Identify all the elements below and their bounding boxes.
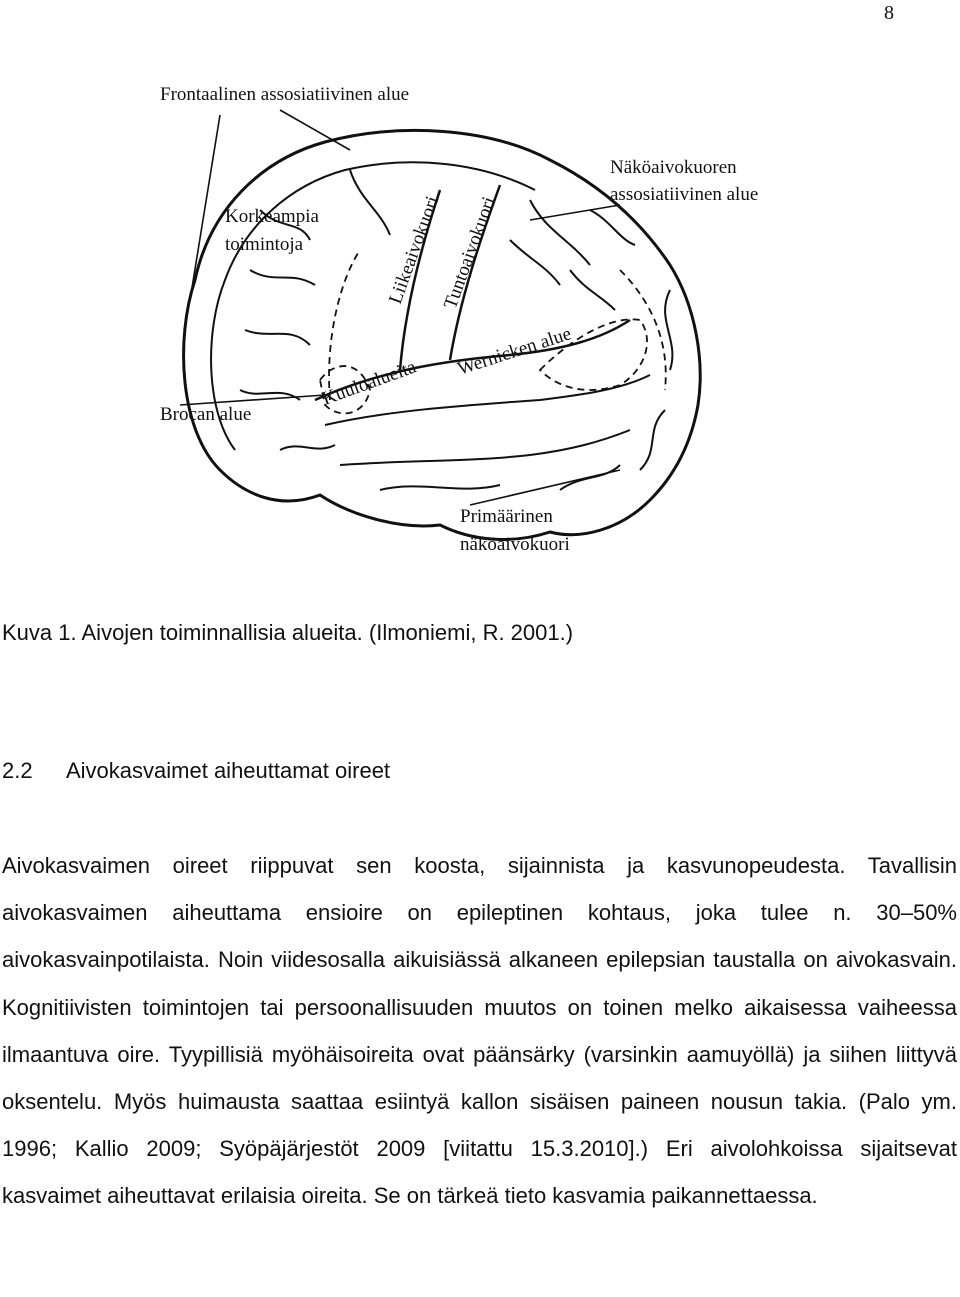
label-wernicke: Wernicken alue bbox=[455, 323, 574, 380]
label-higher-functions-1: Korkeampia bbox=[225, 206, 319, 227]
body-paragraph: Aivokasvaimen oireet riippuvat sen koosta, sijainnista ja kasvunopeudesta. Tavallisin aivokasvaimen aiheuttama ensioire on epileptinen kohtaus, joka tulee n. 30–50% aivokasvainpotilaista. Noin viidesosalla aikuisiässä alkaneen epilepsian taustalla on aivokasvain. Kognitiivisten toimintojen tai persoonallisuuden muutos on toinen melko aikaisessa vaiheessa ilmaantuva oire. Tyypillisiä myöhäisoireita ovat päänsärky (varsinkin aamuyöllä) ja siihen liittyvä oksentelu. Myös huimausta saattaa esiintyä kallon sisäisen paineen nousun takia. (Palo ym. 1996; Kallio 2009; Syöpäjärjestöt 2009 [viitattu 15.3.2010].) Eri aivolohkoissa sijaitsevat kasvaimet aiheuttavat erilaisia oireita. Se on tärkeä tieto kasvamia paikannettaessa. bbox=[2, 853, 957, 1209]
label-broca: Brocan alue bbox=[160, 404, 252, 425]
label-higher-functions-2: toimintoja bbox=[225, 234, 304, 255]
section-heading bbox=[2, 758, 390, 784]
visual-area-border bbox=[620, 270, 666, 390]
label-primary-visual-2: näköaivokuori bbox=[460, 534, 570, 555]
brain-diagram bbox=[150, 70, 810, 610]
label-visual-assoc-1: Näköaivokuoren bbox=[610, 157, 737, 178]
figure-caption: Kuva 1. Aivojen toiminnallisia alueita. (Ilmoniemi, R. 2001.) bbox=[2, 620, 574, 645]
label-primary-visual-1: Primäärinen bbox=[460, 506, 553, 527]
label-auditory: Kuuloalueita bbox=[319, 356, 419, 410]
label-visual-assoc-2: assosiatiivinen alue bbox=[610, 184, 759, 205]
page-number: 8 bbox=[884, 2, 894, 24]
label-frontal: Frontaalinen assosiatiivinen alue bbox=[160, 84, 410, 105]
label-sensory-cortex: Tuntoaivokuori bbox=[439, 194, 500, 312]
leader-lines bbox=[180, 110, 620, 505]
brain-figure bbox=[150, 70, 810, 610]
section-number: 2.2 bbox=[2, 758, 33, 783]
section-title: Aivokasvaimet aiheuttamat oireet bbox=[66, 758, 391, 783]
label-motor-cortex: Liikeaivokuori bbox=[384, 193, 444, 307]
temporal-lower bbox=[340, 430, 630, 465]
